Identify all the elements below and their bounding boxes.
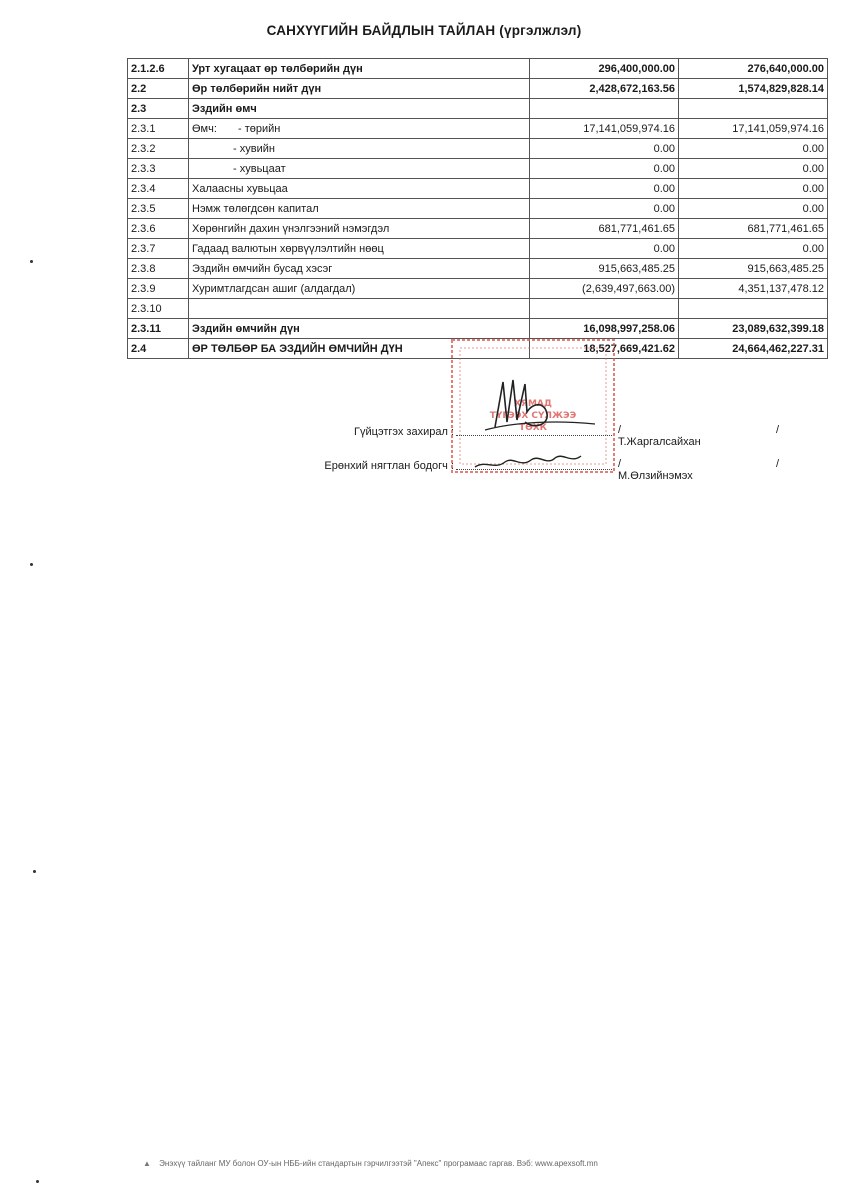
scan-mark (30, 260, 33, 263)
value-previous: 24,664,462,227.31 (679, 339, 828, 359)
value-previous: 681,771,461.65 (679, 219, 828, 239)
row-label: Өр төлбөрийн нийт дүн (189, 79, 530, 99)
value-previous: 23,089,632,399.18 (679, 319, 828, 339)
value-current: 681,771,461.65 (530, 219, 679, 239)
director-slash: / (776, 424, 780, 436)
value-previous (679, 299, 828, 319)
row-code: 2.3.1 (128, 119, 189, 139)
row-code: 2.1.2.6 (128, 59, 189, 79)
value-previous (679, 99, 828, 119)
row-label-text: - төрийн (238, 122, 281, 135)
row-code: 2.3.8 (128, 259, 189, 279)
table-row (128, 59, 828, 79)
value-previous: 0.00 (679, 139, 828, 159)
value-previous: 4,351,137,478.12 (679, 279, 828, 299)
row-label: Нэмж төлөгдсөн капитал (189, 199, 530, 219)
row-label: Хөрөнгийн дахин үнэлгээний нэмэгдэл (189, 219, 530, 239)
svg-text:ТҮГЭЭХ СҮЛЖЭЭ: ТҮГЭЭХ СҮЛЖЭЭ (489, 411, 577, 421)
table-row (128, 279, 828, 299)
row-code: 2.3.10 (128, 299, 189, 319)
value-previous: 0.00 (679, 159, 828, 179)
accountant-signature-line (456, 459, 612, 470)
row-label: ӨР ТӨЛБӨР БА ЭЗДИЙН ӨМЧИЙН ДҮН (189, 339, 530, 359)
value-previous: 0.00 (679, 199, 828, 219)
footer-text: Энэхүү тайланг МУ болон ОУ-ын НББ-ийн стандартын гэрчилгээтэй "Апекс" програмаас гаргав. Вэб: www.apexsoft.mn (159, 1159, 598, 1168)
value-current (530, 99, 679, 119)
value-previous: 1,574,829,828.14 (679, 79, 828, 99)
row-label-text: - хувийн (233, 142, 275, 155)
row-code: 2.2 (128, 79, 189, 99)
table-row (128, 259, 828, 279)
row-code: 2.3 (128, 99, 189, 119)
table-row (128, 219, 828, 239)
value-current: 0.00 (530, 159, 679, 179)
row-code: 2.3.2 (128, 139, 189, 159)
value-current: 915,663,485.25 (530, 259, 679, 279)
value-current: 18,527,669,421.62 (530, 339, 679, 359)
scan-mark (30, 563, 33, 566)
table-row (128, 299, 828, 319)
svg-text:ХЯМАД: ХЯМАД (514, 399, 552, 409)
svg-text:ТӨХК: ТӨХК (518, 423, 548, 433)
value-current (530, 299, 679, 319)
report-title: САНХҮҮГИЙН БАЙДЛЫН ТАЙЛАН (үргэлжлэл) (266, 23, 582, 38)
row-code: 2.3.4 (128, 179, 189, 199)
table-row (128, 179, 828, 199)
accountant-slash: / (776, 458, 780, 470)
page-footer (143, 1159, 598, 1168)
row-label: Урт хугацаат өр төлбөрийн дүн (189, 59, 530, 79)
apex-logo-icon: ▲ (143, 1159, 151, 1168)
value-current: (2,639,497,663.00) (530, 279, 679, 299)
table-row (128, 79, 828, 99)
row-label: Халаасны хувьцаа (189, 179, 530, 199)
scan-mark (33, 870, 36, 873)
owner-prefix: Өмч: (192, 122, 217, 135)
row-code: 2.4 (128, 339, 189, 359)
row-label: Хуримтлагдсан ашиг (алдагдал) (189, 279, 530, 299)
scan-mark (36, 1180, 39, 1183)
row-code: 2.3.5 (128, 199, 189, 219)
table-row (128, 159, 828, 179)
director-signature-line (456, 425, 612, 436)
value-current: 0.00 (530, 239, 679, 259)
value-previous: 17,141,059,974.16 (679, 119, 828, 139)
row-label (189, 119, 530, 139)
value-previous: 276,640,000.00 (679, 59, 828, 79)
row-label: Гадаад валютын хөрвүүлэлтийн нөөц (189, 239, 530, 259)
row-label-text: - хувьцаат (233, 162, 286, 175)
value-previous: 0.00 (679, 239, 828, 259)
row-code: 2.3.11 (128, 319, 189, 339)
row-label (189, 139, 530, 159)
value-current: 16,098,997,258.06 (530, 319, 679, 339)
row-code: 2.3.6 (128, 219, 189, 239)
table-row (128, 99, 828, 119)
row-label (189, 299, 530, 319)
balance-sheet-table (127, 58, 828, 359)
row-label (189, 159, 530, 179)
value-current: 296,400,000.00 (530, 59, 679, 79)
value-current: 0.00 (530, 199, 679, 219)
director-name: / Т.Жаргалсайхан (618, 424, 701, 448)
table-row (128, 199, 828, 219)
accountant-name: / М.Өлзийнэмэх (618, 458, 693, 482)
row-code: 2.3.9 (128, 279, 189, 299)
accountant-label: Ерөнхий нягтлан бодогч : (324, 460, 454, 472)
row-label: Эздийн өмч (189, 99, 530, 119)
table-row (128, 239, 828, 259)
director-label: Гүйцэтгэх захирал : (354, 426, 454, 438)
value-previous: 915,663,485.25 (679, 259, 828, 279)
table-row (128, 139, 828, 159)
table-row (128, 119, 828, 139)
row-code: 2.3.7 (128, 239, 189, 259)
row-label: Эздийн өмчийн дүн (189, 319, 530, 339)
value-current: 0.00 (530, 179, 679, 199)
value-current: 2,428,672,163.56 (530, 79, 679, 99)
value-previous: 0.00 (679, 179, 828, 199)
value-current: 17,141,059,974.16 (530, 119, 679, 139)
value-current: 0.00 (530, 139, 679, 159)
row-label: Эздийн өмчийн бусад хэсэг (189, 259, 530, 279)
row-code: 2.3.3 (128, 159, 189, 179)
